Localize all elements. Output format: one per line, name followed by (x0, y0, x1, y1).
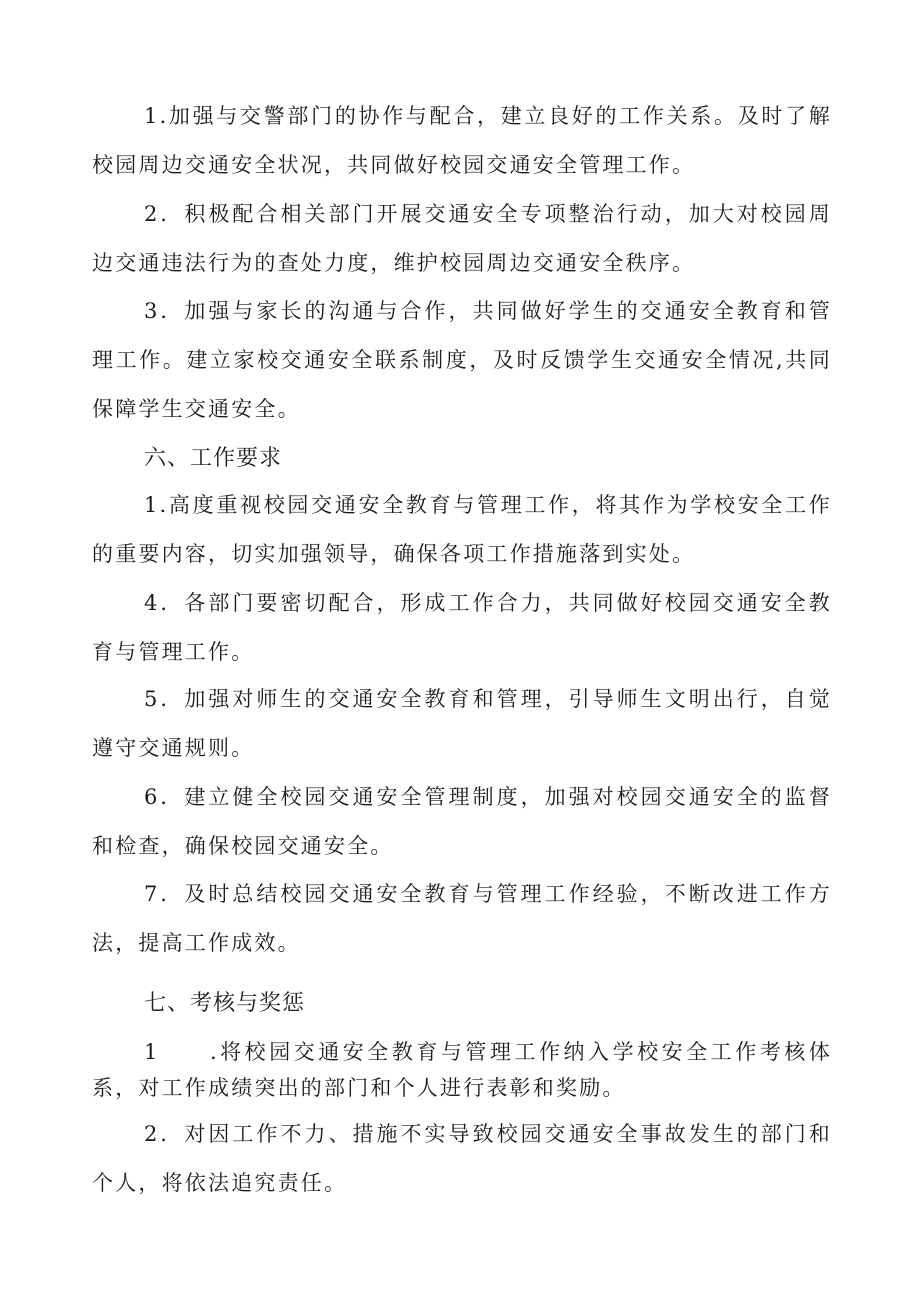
section-heading-work-requirements: 六、工作要求 (144, 446, 283, 471)
paragraph-7-1: 1 .将校园交通安全教育与管理工作纳入学校安全工作考核体系，对工作成绩突出的部门和个人进行表彰和奖励。 (92, 1040, 832, 1100)
paragraph-5-2: 2．积极配合相关部门开展交通安全专项整治行动，加大对校园周边交通违法行为的查处力度，维护校园周边交通安全秩序。 (92, 202, 832, 275)
paragraph-7-2: 2．对因工作不力、措施不实导致校园交通安全事故发生的部门和个人，将依法追究责任。 (92, 1122, 832, 1195)
paragraph-6-6: 6．建立健全校园交通安全管理制度，加强对校园交通安全的监督和检查，确保校园交通安全。 (92, 785, 832, 858)
paragraph-5-1: 1.加强与交警部门的协作与配合，建立良好的工作关系。及时了解校园周边交通安全状况，共同做好校园交通安全管理工作。 (92, 104, 832, 177)
paragraph-5-3: 3．加强与家长的沟通与合作，共同做好学生的交通安全教育和管理工作。建立家校交通安全联系制度，及时反馈学生交通安全情况,共同保障学生交通安全。 (92, 299, 832, 421)
section-heading-assessment-rewards: 七、考核与奖惩 (144, 991, 306, 1016)
paragraph-6-5: 5．加强对师生的交通安全教育和管理，引导师生文明出行，自觉遵守交通规则。 (92, 687, 832, 760)
paragraph-6-4: 4．各部门要密切配合，形成工作合力，共同做好校园交通安全教育与管理工作。 (92, 591, 832, 664)
paragraph-6-7: 7．及时总结校园交通安全教育与管理工作经验，不断改进工作方法，提高工作成效。 (92, 882, 832, 955)
paragraph-6-1: 1.高度重视校园交通安全教育与管理工作，将其作为学校安全工作的重要内容，切实加强领导，确保各项工作措施落到实处。 (92, 493, 832, 566)
